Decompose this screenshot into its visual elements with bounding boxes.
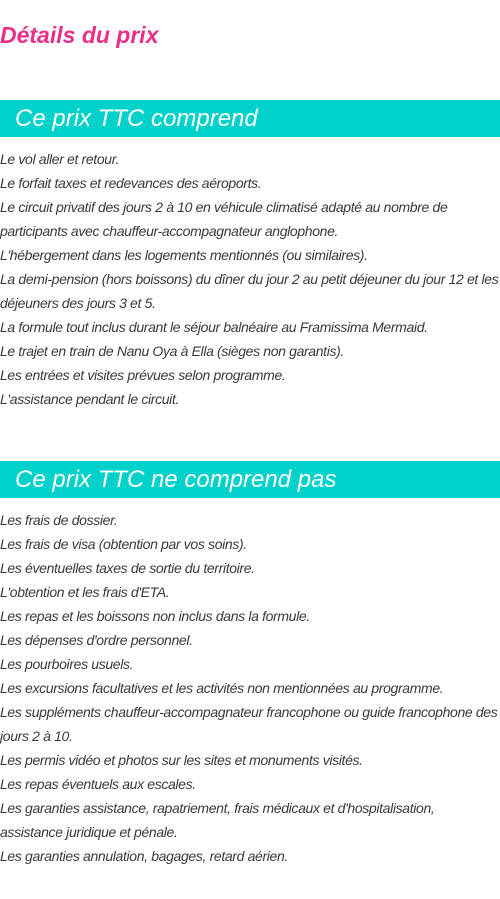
includes-item: La demi-pension (hors boissons) du dîner du jour 2 au petit déjeuner du jour 12 et les déjeuners des jours 3 et 5. — [0, 271, 499, 311]
excludes-list — [0, 498, 500, 868]
excludes-item: Les pourboires usuels. — [0, 656, 134, 672]
includes-item: Le forfait taxes et redevances des aéroports. — [0, 175, 262, 191]
includes-item: Le circuit privatif des jours 2 à 10 en véhicule climatisé adapté au nombre de participants avec chauffeur-accompagnateur anglophone. — [0, 199, 448, 239]
excludes-item: Les repas et les boissons non inclus dans la formule. — [0, 608, 310, 624]
excludes-item: Les garanties assistance, rapatriement, frais médicaux et d'hospitalisation, assistance juridique et pénale. — [0, 800, 435, 840]
excludes-item: Les garanties annulation, bagages, retard aérien. — [0, 848, 288, 864]
excludes-item: Les permis vidéo et photos sur les sites et monuments visités. — [0, 752, 363, 768]
excludes-heading: Ce prix TTC ne comprend pas — [0, 461, 500, 498]
includes-section — [0, 100, 500, 411]
excludes-section — [0, 461, 500, 868]
includes-heading: Ce prix TTC comprend — [0, 100, 500, 137]
excludes-item: Les éventuelles taxes de sortie du territoire. — [0, 560, 255, 576]
includes-item: L'assistance pendant le circuit. — [0, 391, 180, 407]
includes-item: La formule tout inclus durant le séjour balnéaire au Framissima Mermaid. — [0, 319, 428, 335]
excludes-item: Les frais de visa (obtention par vos soins). — [0, 536, 247, 552]
excludes-item: Les frais de dossier. — [0, 512, 118, 528]
excludes-item: L'obtention et les frais d'ETA. — [0, 584, 170, 600]
includes-item: Le vol aller et retour. — [0, 151, 120, 167]
excludes-item: Les excursions facultatives et les activités non mentionnées au programme. — [0, 680, 444, 696]
page-title: Détails du prix — [0, 22, 159, 48]
includes-item: Les entrées et visites prévues selon programme. — [0, 367, 286, 383]
excludes-item: Les suppléments chauffeur-accompagnateur francophone ou guide francophone des jours 2 à 10. — [0, 704, 498, 744]
excludes-item: Les dépenses d'ordre personnel. — [0, 632, 193, 648]
includes-item: Le trajet en train de Nanu Oya à Ella (sièges non garantis). — [0, 343, 344, 359]
excludes-item: Les repas éventuels aux escales. — [0, 776, 196, 792]
includes-list — [0, 137, 500, 411]
includes-item: L'hébergement dans les logements mentionnés (ou similaires). — [0, 247, 368, 263]
